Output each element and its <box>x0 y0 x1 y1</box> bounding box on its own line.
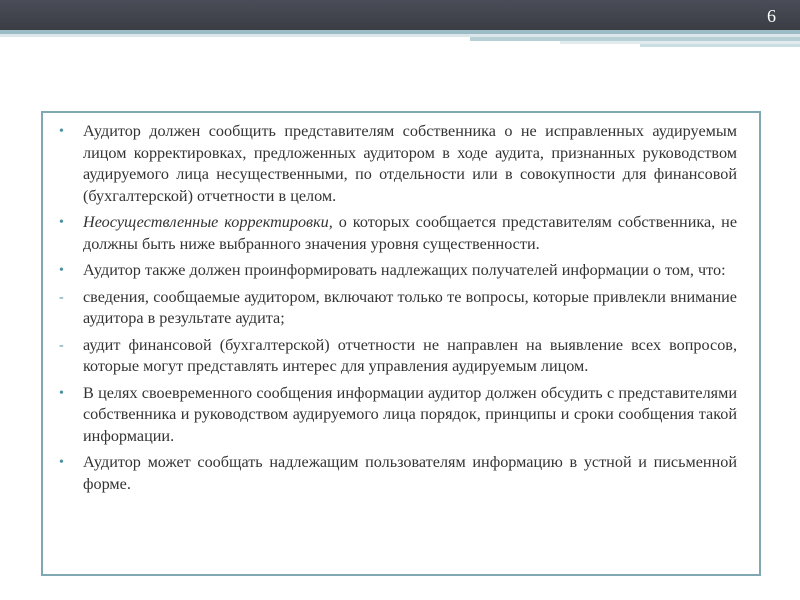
list-item-text: Аудитор может сообщать надлежащим пользователям информацию в устной и письменной форме. <box>83 453 737 493</box>
list-item-italic-text: Неосуществленные корректировки, <box>83 213 333 231</box>
bullet-marker: • <box>59 215 64 230</box>
bullet-marker: • <box>59 124 64 139</box>
list-item-text: Аудитор должен сообщить представителям собственника о не исправленных аудируемым лицом корректировках, предложенных аудитором в ходе аудита, признанных руководством аудируемого лица несущественными, по отдельности или в совокупности для финансовой (бухгалтерской) отчетности в целом. <box>83 122 737 205</box>
bullet-marker: • <box>59 385 64 401</box>
band-stripe-a <box>470 37 800 41</box>
bullet-marker: • <box>59 263 64 278</box>
list-item <box>59 287 737 330</box>
header-bar <box>0 0 800 30</box>
list-item-text: сведения, сообщаемые аудитором, включают только те вопросы, которые привлекли внимание аудитора в результате аудита; <box>83 287 737 327</box>
bullet-list <box>59 121 737 500</box>
slide-number: 6 <box>767 6 776 26</box>
bullet-marker: • <box>59 455 64 470</box>
list-item <box>59 121 737 207</box>
band-stripe-c <box>640 44 800 47</box>
decorative-band <box>0 30 800 52</box>
band-line-top <box>0 30 800 34</box>
band-stripe-b <box>560 41 800 44</box>
list-item <box>59 212 737 255</box>
list-item-text: аудит финансовой (бухгалтерской) отчетности не направлен на выявление всех вопросов, которые могут представлять интерес для управления аудируемым лицом. <box>83 335 737 375</box>
content-box <box>41 111 761 576</box>
dash-marker: - <box>59 337 64 353</box>
list-item-text: о которых сообщается представителям собственника, не должны быть ниже выбранного значения уровня существенности. <box>83 213 738 253</box>
list-item <box>59 260 737 282</box>
list-item <box>59 383 737 448</box>
list-item <box>59 452 737 495</box>
dash-marker: - <box>59 289 64 305</box>
list-item-text: В целях своевременного сообщения информации аудитор должен обсудить с представителями собственника и руководством аудируемого лица порядок, принципы и сроки сообщения такой информации. <box>83 383 737 445</box>
list-item <box>59 335 737 378</box>
list-item-text: Аудитор также должен проинформировать надлежащих получателей информации о том, что: <box>83 261 726 279</box>
band-line-mid <box>0 34 800 37</box>
